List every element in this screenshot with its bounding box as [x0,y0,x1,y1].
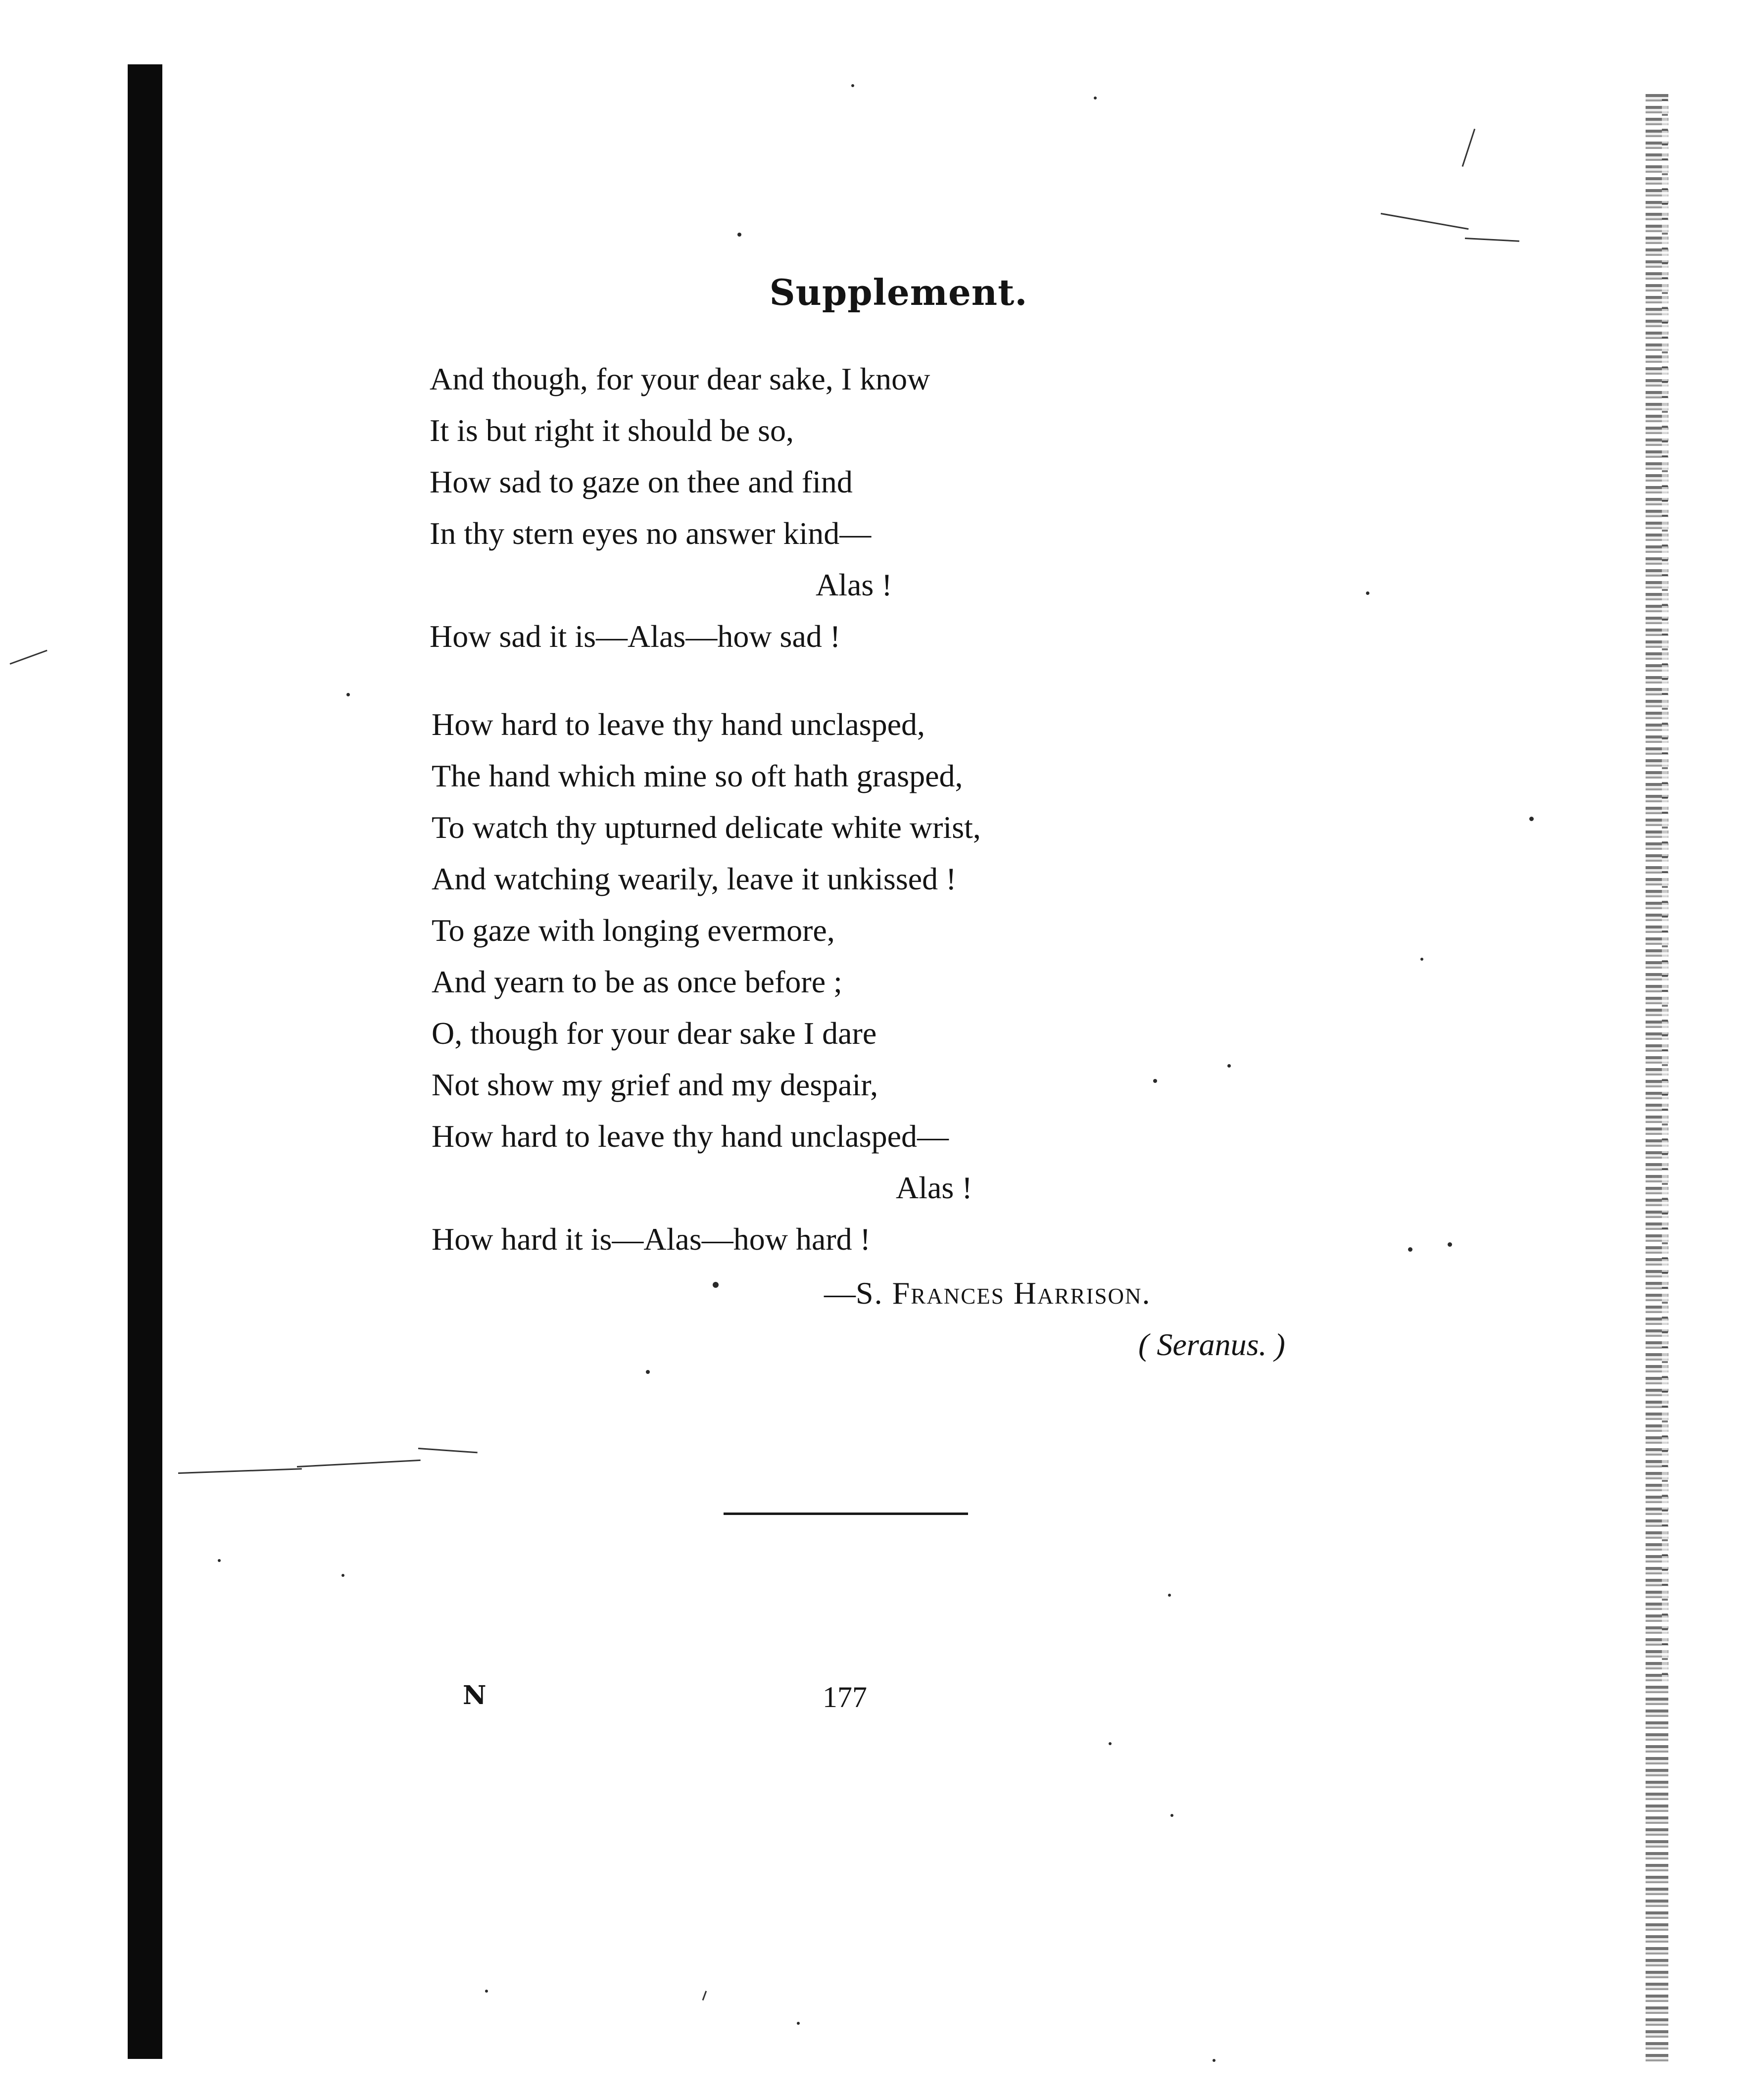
stroke [418,1448,478,1453]
attribution-dash: — [824,1275,856,1311]
author-name: S. Frances Harrison. [856,1275,1151,1311]
verse-line: To gaze with longing evermore, [432,913,835,948]
page-heading: Supplement. [769,271,1028,313]
speck [346,693,350,696]
speck [851,84,854,87]
verse-line: The hand which mine so oft hath grasped, [432,758,963,793]
stanza-2 [432,699,981,1265]
verse-line: How sad it is—Alas—how sad ! [430,619,841,654]
section-divider [724,1513,968,1515]
stroke [1381,213,1469,230]
speck [1213,2059,1215,2062]
speck [1366,591,1369,595]
speck [713,1282,719,1288]
verse-line: How hard it is—Alas—how hard ! [432,1221,871,1257]
speck [341,1574,344,1577]
stroke [297,1460,421,1467]
verse-line: And watching wearily, leave it unkissed ! [432,861,957,896]
speck [1408,1247,1412,1252]
speck [737,233,741,237]
printer-signature-mark: N [463,1680,486,1710]
verse-line: How hard to leave thy hand unclasped— [432,1119,949,1154]
speck [1170,1814,1173,1817]
speck [1094,97,1097,99]
speck [1448,1242,1452,1247]
verse-line: It is but right it should be so, [430,413,794,448]
stroke [1462,129,1476,167]
verse-line: How sad to gaze on thee and find [430,464,853,499]
speck [1420,958,1423,961]
speck [1109,1742,1112,1745]
speck [797,2022,800,2025]
verse-refrain: Alas ! [816,567,892,602]
verse-line: And though, for your dear sake, I know [430,361,930,396]
author-pseudonym: ( Seranus. ) [1138,1327,1285,1362]
speck [646,1370,650,1374]
stroke [9,650,47,665]
verse-line: Not show my grief and my despair, [432,1067,878,1102]
verse-line: How hard to leave thy hand unclasped, [432,707,925,742]
page-number: 177 [823,1681,867,1713]
verse-line: O, though for your dear sake I dare [432,1016,877,1051]
verse-line: To watch thy upturned delicate white wrist, [432,810,981,845]
verse-line: And yearn to be as once before ; [432,964,842,999]
speck [1529,817,1534,821]
speck [485,1990,488,1993]
stroke [1465,238,1519,242]
scan-page-edge-marks [1662,99,1668,1683]
scan-gutter-shadow [128,64,162,2059]
stanza-1 [430,353,930,662]
speck [218,1559,221,1562]
verse-line: In thy stern eyes no answer kind— [430,516,872,551]
verse-refrain: Alas ! [896,1170,972,1205]
stroke [178,1468,302,1474]
speck [1153,1079,1157,1083]
speck [1168,1594,1171,1597]
speck [1227,1064,1231,1068]
author-attribution [824,1275,1151,1312]
stroke [702,1991,707,2001]
